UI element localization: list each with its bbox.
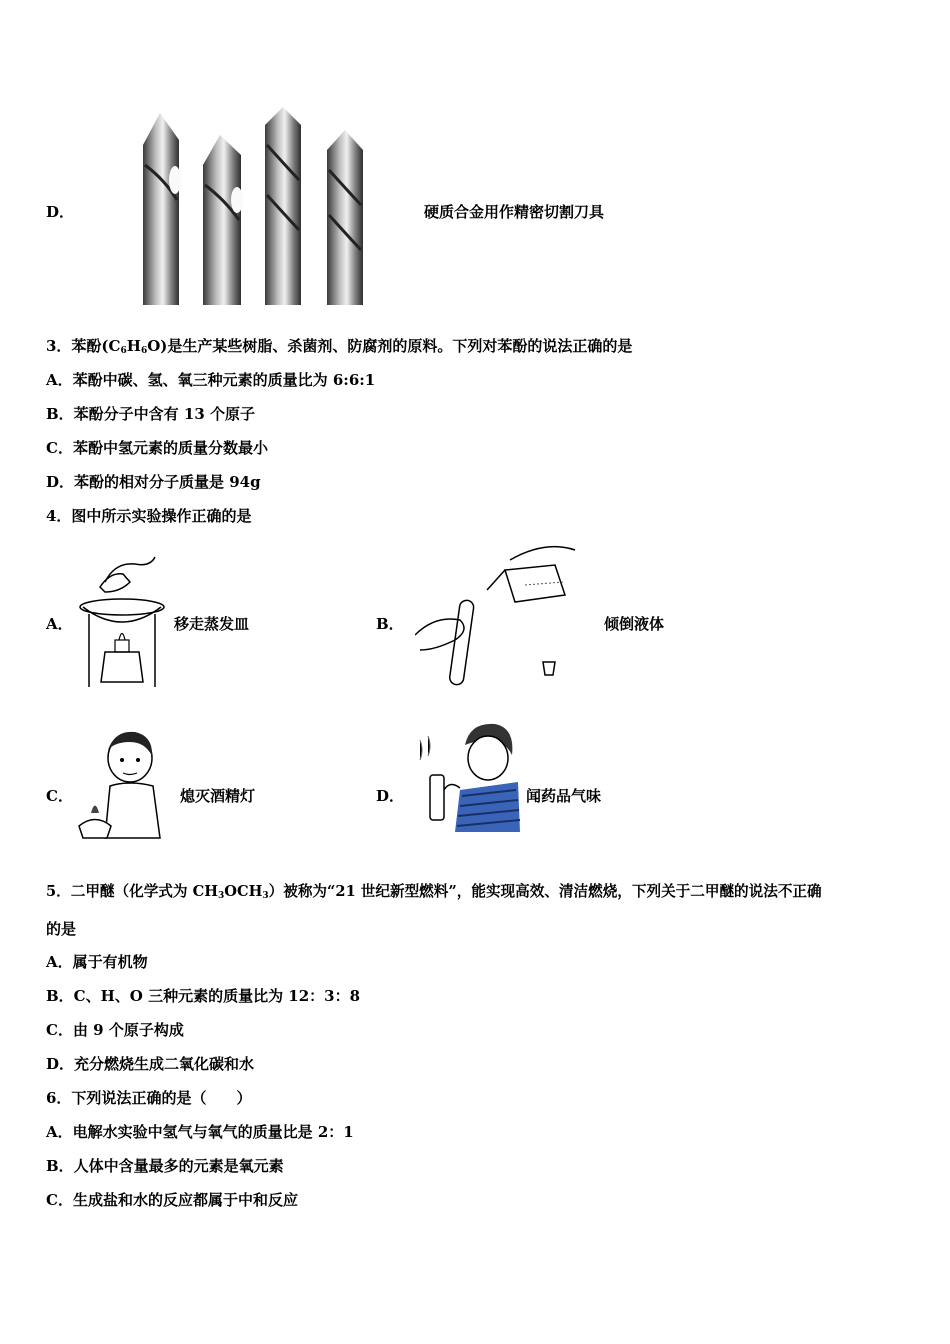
q5-option-a: A．属于有机物 <box>46 953 148 971</box>
q2-option-d-letter: D． <box>46 203 75 221</box>
q5-stem-cont: 的是 <box>46 920 77 938</box>
q6-stem: 6．下列说法正确的是（ ） <box>46 1089 252 1107</box>
q4-option-b-letter: B． <box>376 615 404 633</box>
q5-option-d: D．充分燃烧生成二氧化碳和水 <box>46 1055 255 1073</box>
q5-stem: 5．二甲醚（化学式为 $CH_3OCH_3$）被称为“21 世纪新型燃料”，能实现高效、清洁燃烧，下列关于二甲醚的说法不正确 <box>46 883 822 901</box>
q5-option-b: B．C、H、O 三种元素的质量比为 12：3：8 <box>46 987 361 1005</box>
q3-option-a: A．苯酚中碳、氢、氧三种元素的质量比为 6:6:1 <box>46 371 376 389</box>
q4-option-d-letter: D． <box>376 787 405 805</box>
q4-option-a-caption: 移走蒸发皿 <box>174 615 250 633</box>
q3-option-c: C．苯酚中氢元素的质量分数最小 <box>46 439 268 457</box>
q4-option-c-letter: C． <box>46 787 73 805</box>
evaporating-dish-icon <box>75 552 170 692</box>
q4-stem: 4．图中所示实验操作正确的是 <box>46 507 252 525</box>
q4-option-a-letter: A． <box>46 615 73 633</box>
drill-bits-illustration <box>135 105 375 310</box>
q2-option-d-caption: 硬质合金用作精密切割刀具 <box>424 203 605 221</box>
q5-option-c: C．由 9 个原子构成 <box>46 1021 184 1039</box>
q6-option-b: B．人体中含量最多的元素是氧元素 <box>46 1157 284 1175</box>
alcohol-lamp-icon <box>75 728 175 840</box>
q3-option-d: D．苯酚的相对分子质量是 94g <box>46 473 261 491</box>
q4-option-b-caption: 倾倒液体 <box>604 615 665 633</box>
q4-option-d-caption: 闻药品气味 <box>526 787 602 805</box>
q3-option-b: B．苯酚分子中含有 13 个原子 <box>46 405 255 423</box>
smelling-chemical-icon <box>410 720 525 835</box>
pouring-liquid-icon <box>415 540 585 690</box>
q6-option-c: C．生成盐和水的反应都属于中和反应 <box>46 1191 298 1209</box>
q6-option-a: A．电解水实验中氢气与氧气的质量比是 2：1 <box>46 1123 354 1141</box>
q4-option-c-caption: 熄灭酒精灯 <box>180 787 256 805</box>
q3-stem: 3．苯酚$(C_6H_6O)$是生产某些树脂、杀菌剂、防腐剂的原料。下列对苯酚的说法正确的是 <box>46 337 633 356</box>
